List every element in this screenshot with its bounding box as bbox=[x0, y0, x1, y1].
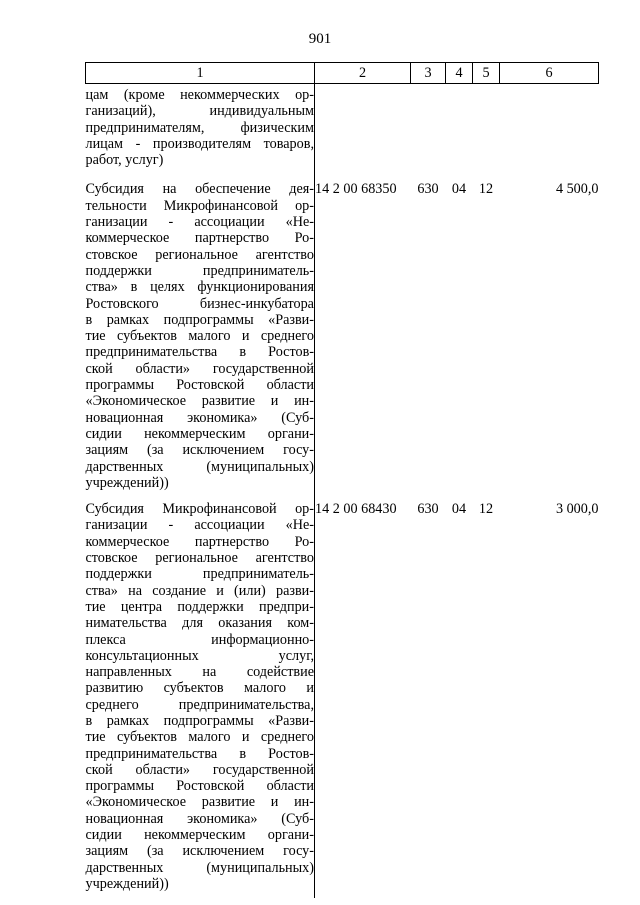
description-line: сидии некоммерческим органи- bbox=[85, 827, 314, 844]
target-code-cell: 14 2 00 68350 bbox=[315, 181, 397, 198]
description-line: «Экономическое развитие и ин- bbox=[85, 393, 314, 410]
description-line: сидии некоммерческим органи- bbox=[85, 425, 314, 442]
description-line: тельности Микрофинансовой ор- bbox=[85, 197, 314, 214]
description-line: дарственных (муниципальных) bbox=[85, 458, 314, 475]
subsection-cell: 12 bbox=[478, 501, 494, 518]
table-body bbox=[86, 84, 599, 899]
description-line: среднего предпринимательства, bbox=[85, 696, 314, 713]
budget-table bbox=[85, 62, 599, 898]
description-line: ганизаций), индивидуальным bbox=[85, 103, 314, 120]
description-line: в рамках подпрограммы «Разви- bbox=[85, 311, 314, 328]
column-header-2: 2 bbox=[315, 63, 411, 84]
description-line: ганизации - ассоциации «Не- bbox=[85, 517, 314, 534]
amount-cell: 4 500,0 bbox=[555, 181, 599, 198]
description-line: развитию субъектов малого и bbox=[85, 680, 314, 697]
amount-cell bbox=[500, 84, 599, 178]
description-line: тие субъектов малого и среднего bbox=[85, 328, 314, 345]
description-line: Субсидия Микрофинансовой ор- bbox=[85, 501, 314, 518]
column-header-5: 5 bbox=[473, 63, 500, 84]
description-line: стовское региональное агентство bbox=[85, 550, 314, 567]
table-row bbox=[86, 84, 599, 178]
row-description bbox=[86, 497, 315, 898]
description-line: ской области» государственной bbox=[85, 761, 314, 778]
description-line: консультационных услуг, bbox=[85, 647, 314, 664]
column-header-4: 4 bbox=[446, 63, 473, 84]
description-line: коммерческое партнерство Ро- bbox=[85, 533, 314, 550]
section-cell bbox=[446, 84, 473, 178]
section-cell: 04 bbox=[451, 181, 467, 198]
column-header-6: 6 bbox=[500, 63, 599, 84]
target-code-cell bbox=[315, 84, 411, 178]
description-line: тие субъектов малого и среднего bbox=[85, 729, 314, 746]
description-line: учреждений)) bbox=[85, 474, 169, 491]
description-line: направленных на содействие bbox=[85, 664, 314, 681]
section-cell: 04 bbox=[451, 501, 467, 518]
table-row bbox=[86, 497, 599, 898]
page-number: 901 bbox=[308, 31, 332, 47]
description-line: нимательства для оказания ком- bbox=[85, 615, 314, 632]
description-line: тие центра поддержки предпри- bbox=[85, 598, 314, 615]
description-line: новационная экономика» (Суб- bbox=[85, 810, 314, 827]
description-line: ства» в целях функционирования bbox=[85, 279, 314, 296]
description-line: «Экономическое развитие и ин- bbox=[85, 794, 314, 811]
description-line: предпринимательства в Ростов- bbox=[85, 745, 314, 762]
description-line: цам (кроме некоммерческих ор- bbox=[85, 87, 314, 103]
description-line: ганизации - ассоциации «Не- bbox=[85, 214, 314, 231]
description-line: поддержки предприниматель- bbox=[85, 262, 314, 279]
amount-cell: 3 000,0 bbox=[555, 501, 599, 518]
row-description bbox=[86, 84, 315, 178]
description-line: учреждений)) bbox=[85, 875, 169, 892]
description-line: стовское региональное агентство bbox=[85, 246, 314, 263]
column-header-3: 3 bbox=[411, 63, 446, 84]
description-line: коммерческое партнерство Ро- bbox=[85, 230, 314, 247]
expense-type-cell: 630 bbox=[417, 181, 439, 198]
description-line: программы Ростовской области bbox=[85, 778, 314, 795]
subsection-cell: 12 bbox=[478, 181, 494, 198]
target-code-cell: 14 2 00 68430 bbox=[315, 501, 397, 518]
description-line: поддержки предприниматель- bbox=[85, 566, 314, 583]
description-line: ской области» государственной bbox=[85, 360, 314, 377]
expense-type-cell bbox=[411, 84, 446, 178]
table-row bbox=[86, 177, 599, 497]
description-line: зациям (за исключением госу- bbox=[85, 442, 314, 459]
description-line: предпринимателям, физическим bbox=[85, 119, 314, 136]
column-header-1: 1 bbox=[86, 63, 315, 84]
description-line: работ, услуг) bbox=[85, 152, 164, 169]
subsection-cell bbox=[473, 84, 500, 178]
table-header-row bbox=[86, 63, 599, 84]
description-line: дарственных (муниципальных) bbox=[85, 859, 314, 876]
description-line: программы Ростовской области bbox=[85, 377, 314, 394]
description-line: предпринимательства в Ростов- bbox=[85, 344, 314, 361]
expense-type-cell: 630 bbox=[417, 501, 439, 518]
description-line: Ростовского бизнес-инкубатора bbox=[85, 295, 314, 312]
description-line: в рамках подпрограммы «Разви- bbox=[85, 712, 314, 729]
description-line: новационная экономика» (Суб- bbox=[85, 409, 314, 426]
description-line: ства» на создание и (или) разви- bbox=[85, 582, 314, 599]
description-line: Субсидия на обеспечение дея- bbox=[85, 181, 314, 198]
description-line: зациям (за исключением госу- bbox=[85, 843, 314, 860]
row-description bbox=[86, 177, 315, 497]
description-line: лицам - производителям товаров, bbox=[85, 135, 314, 152]
description-line: плекса информационно- bbox=[85, 631, 314, 648]
